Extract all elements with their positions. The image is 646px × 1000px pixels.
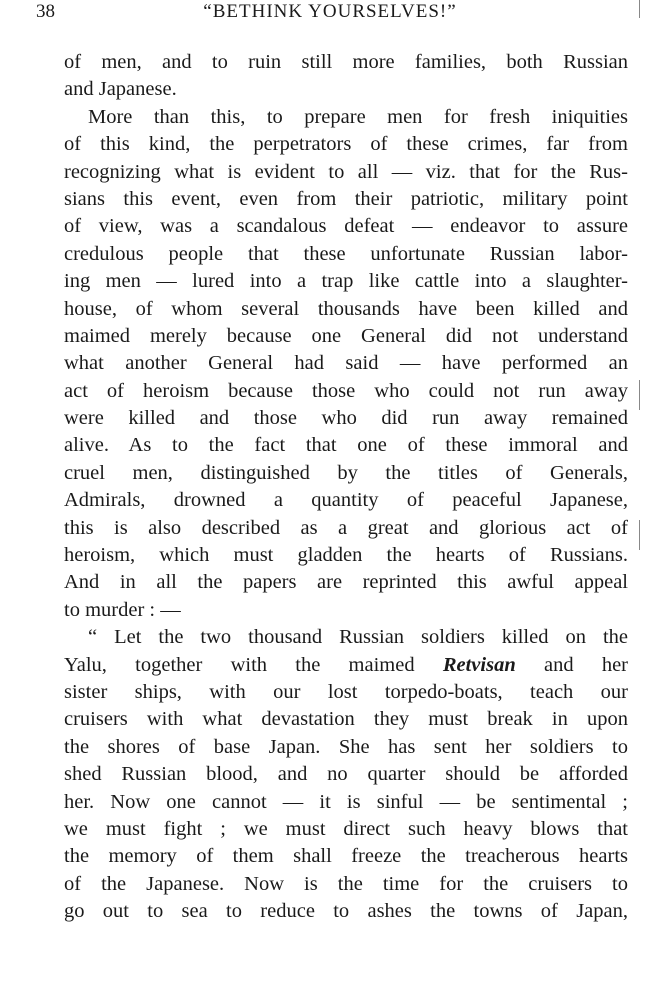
text-line: sians this event, even from their patriotic, military point (64, 187, 628, 210)
text-line: of this kind, the perpetrators of these crimes, far from (64, 133, 628, 156)
scan-edge-mark (639, 520, 640, 550)
text-segment: Yalu, together with the maimed (64, 653, 443, 676)
quote-line: go out to sea to reduce to ashes the towns of Japan, (64, 900, 628, 923)
running-header (36, 0, 624, 26)
quote-line (64, 652, 628, 679)
text-line: alive. As to the fact that one of these immoral and (64, 434, 628, 457)
scan-edge-mark (639, 380, 640, 410)
text-line: heroism, which must gladden the hearts of Russians. (64, 544, 628, 567)
text-line: recognizing what is evident to all — viz. that for the Rus- (64, 160, 628, 183)
scan-edge-mark (639, 0, 640, 18)
text-line: cruel men, distinguished by the titles of Generals, (64, 461, 628, 484)
quote-line: shed Russian blood, and no quarter should be afforded (64, 763, 628, 786)
text-line: And in all the papers are reprinted this awful appeal (64, 571, 628, 594)
quote-line: “ Let the two thousand Russian soldiers killed on the (88, 626, 628, 649)
quote-line: her. Now one cannot — it is sinful — be sentimental ; (64, 790, 628, 813)
text-line: were killed and those who did run away remained (64, 407, 628, 430)
quote-line: we must fight ; we must direct such heavy blows that (64, 817, 628, 840)
ship-name: Retvisan (442, 653, 516, 676)
quote-line: of the Japanese. Now is the time for the cruisers to (64, 872, 628, 895)
quote-line: sister ships, with our lost torpedo-boats, teach our (64, 680, 628, 703)
body-text (64, 49, 628, 926)
text-line: and Japanese. (64, 78, 177, 101)
text-line: Admirals, drowned a quantity of peaceful Japanese, (64, 489, 628, 512)
text-line: house, of whom several thousands have been killed and (64, 297, 628, 320)
running-title: “BETHINK YOURSELVES!” (203, 1, 457, 22)
text-segment: and her (515, 653, 628, 676)
text-line: what another General had said — have performed an (64, 352, 628, 375)
text-line: of men, and to ruin still more families, both Russian (64, 51, 628, 73)
text-line: this is also described as a great and glorious act of (64, 516, 628, 539)
text-line: of view, was a scandalous defeat — endeavor to assure (64, 215, 628, 238)
quote-line: the shores of base Japan. She has sent her soldiers to (64, 735, 628, 758)
text-line: More than this, to prepare men for fresh iniquities (88, 105, 628, 128)
quote-line: cruisers with what devastation they must break in upon (64, 708, 628, 731)
page-number: 38 (36, 1, 55, 22)
text-line: ing men — lured into a trap like cattle into a slaughter- (64, 270, 628, 293)
text-line: credulous people that these unfortunate Russian labor- (64, 242, 628, 265)
quote-line: the memory of them shall freeze the treacherous hearts (64, 845, 628, 868)
text-line: act of heroism because those who could not run away (64, 379, 628, 402)
text-line: to murder : — (64, 598, 181, 621)
text-line: maimed merely because one General did not understand (64, 324, 628, 347)
